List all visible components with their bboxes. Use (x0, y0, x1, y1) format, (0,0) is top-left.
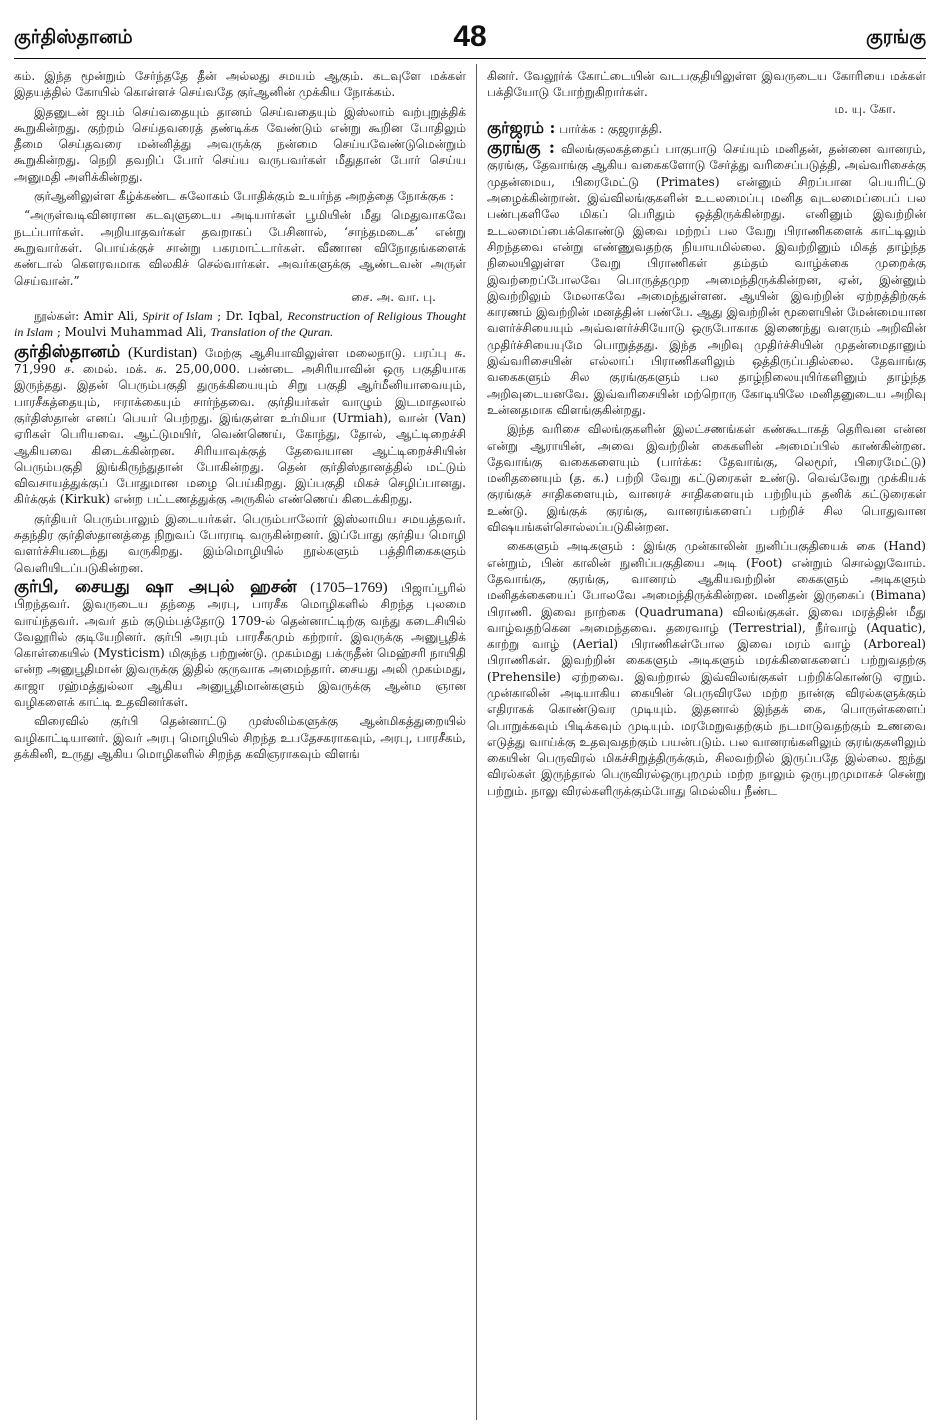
author-initials: சை. அ. வா. பு. (351, 289, 436, 304)
reference-text: ; Moulvi Muhammad Ali, (53, 325, 211, 340)
entry-headword: குர்திஸ்தானம் (14, 341, 121, 362)
paragraph: குர்ஆனிலுள்ள கீழ்க்கண்ட சுலோகம் போதிக்கும் உயர்ந்த அறத்தை நோக்குக : (34, 189, 454, 204)
reference-text: ; Dr. Iqbal, (212, 309, 288, 324)
entry-gurjaram (487, 117, 926, 137)
references (14, 308, 466, 341)
paragraph: இந்த வரிசை விலங்குகளின் இலட்சணங்கள் கண்கூடாகத் தெரிவன என்ன என்று ஆராயின், அவை இவற்றின் கைகளின் அமைப்பில் காண்கின்றன. தேவாங்கு வகைகளையும் (பார்க்க: தேவாங்கு, லெமூர், பிரைமேட்டு) மனிதனையும் (த. க.) பற்றி வேறு கட்டுரைகள் உண்டு. வெவ்வேறு முக்கியக் குரங்குச் சாதிகளையும், வானரச் சாதிகளையும் பற்றியும் தனிக் கட்டுரைகள் உண்டு. இங்குக் குரங்கு, வானரங்களைப் பற்றிச் சில பொதுவான விஷயங்கள்சொல்லப்படுகின்றன. (487, 422, 926, 535)
right-column (487, 68, 926, 1424)
paragraph: கைகளும் அடிகளும் : இங்கு முன்காலின் நுனிப்பகுதியைக் கை (Hand) என்றும், பின் காலின் நுனிப்பகுதியை அடி (Foot) என்றும் சொல்லுவோம். தேவாங்கு, குரங்கு, வானரம் ஆகியவற்றின் கைகளும் அடிகளும் மனிதக்கையைப் போலவே அமைந்திருக்கின்றன. மனிதன் இருகைப் (Bimana) பிராணி. இவை நாற்கை (Quadrumana) விலங்குகள். இவை மரத்தின் மீது வாழ்வதற்கென அமைந்தவை. தரைவாழ் (Terrestrial), நீர்வாழ் (Aquatic), காற்று வாழ் (Aerial) பிராணிகள்போல இவை மரம் வாழ் (Arboreal) பிராணிகள். இவற்றின் கைகளும் அடிகளும் மரக்கிளைகளைப் பற்றுவதற்கு (Prehensile) ஏற்றவை. இவற்றால் இவ்விலங்குகள் பற்றிக்கொண்டு ஏறும். முன்காலின் அடியாகிய கையின் பெருவிரலே மற்ற நான்கு விரல்களுக்கும் எதிராகக் கொண்டுவர முடியும். இதனால் இந்தக் கை, பொருள்களைப் பொறுக்கவும் பிடிக்கவும் முடியும். மரமேறுவதற்கும் நடமாடுவதற்கும் உணவை எடுத்து வாய்க்கு உதவுவதற்கும் பயன்படும். பல வானரங்களிலும் குரங்குகளிலும் கையின் பெருவிரல் மிகச்சிறுத்திருக்கும், சிலவற்றில் இருப்பதே இல்லை. ஐந்து விரல்கள் இருந்தால் பெருவிரல்ஒருபுறமும் மற்ற நாலும் ஒருபுறமுமாகச் சென்று பற்றும். நாலு விரல்களிருக்கும்போது மெல்லிய நீண்ட (487, 539, 926, 798)
paragraph: இதனுடன் ஜபம் செய்வதையும் தானம் செய்வதையும் இஸ்லாம் வற்புறுத்திக் கூறுகின்றது. குற்றம் செய்தவரைத் தண்டிக்க வேண்டும் என்று கூறின போதிலும் தீமை செய்தவரை மன்னித்து அவருக்கு நன்மை செய்யவேண்டுமென்றும் கூறுகின்றது. நெறி தவறிப் போர் செய்ய வருபவர்கள் மீதுதான் போர் செய்ய அனுமதி அளிக்கின்றது. (14, 104, 466, 184)
entry-headword: குர்ஜரம் : (487, 117, 556, 137)
running-head-right: குரங்கு (865, 26, 926, 48)
entry-english-term: (Kurdistan) (120, 344, 198, 361)
entry-text: பிஜாப்பூரில் பிறந்தவர். இவருடைய தந்தை அரபு, பாரசீக மொழிகளில் சிறந்த புலமை வாய்ந்தவர். அவர் தம் குடும்பத்தோடு 1709-ல் தென்னாட்டிற்கு வந்து கடைசியில் வேலூரில் குடியேறினர். குர்பி அரபும் பாரசீகமும் கற்றார். இவருக்கு அனுபூதிக் கொள்கையில் (Mysticism) மிகுந்த பற்றுண்டு. முகம்மது பக்ருதீன் மெஹ்சரி நாயிதி என்ற அனுபூதிமான் இவருக்கு இதில் குருவாக அமைந்தார். சையது அலி முகம்மது, காஜா ரஹ்மத்துல்லா ஆகிய அனுபூதிமான்களும் இவருக்கு ஆன்ம ஞான வழிகளைக் காட்டி உதவினர்கள். (14, 580, 466, 709)
entry-text: கினர். வேலூர்க் கோட்டையின் வடபகுதியிலுள்ள இவருடைய கோரியை மக்கள் பக்தியோடு போற்றுகிறார்கள். (487, 69, 926, 100)
entry-headword: குரங்கு : (487, 138, 556, 159)
page-header (14, 6, 926, 59)
author-initials: ம. யு. கோ. (834, 101, 896, 116)
reference-title: Translation of the Quran. (210, 325, 334, 340)
entry-kurdistan (14, 341, 466, 508)
paragraph: குர்தியர் பெரும்பாலும் இடையர்கள். பெரும்பாலோர் இஸ்லாமிய சமயத்தவர். சுதந்திர குர்திஸ்தானத்தை நிறுவப் போராடி வருகின்றனர். இப்போது குர்திய மொழி வளர்ச்சியடைந்து வருகிறது. இம்மொழியில் நூல்களும் பத்திரிகைகளும் வெளியிடப்படுகின்றன. (14, 511, 466, 575)
entry-years: (1705–1769) (296, 579, 388, 596)
reference-title: Spirit of Islam (142, 309, 213, 324)
entry-text: விலங்குலகத்தைப் பாகுபாடு செய்யும் மனிதன், தன்னை வானரம், குரங்கு, தேவாங்கு ஆகிய வகைகளோடு சேர்த்து வரிசைப்படுத்தி, அவ்வரிசைக்கு முதன்மைய, பிரைமேட்டு (Primates) என்னும் சிறப்பான பெயரிட்டு அழைக்கின்றான். இவ்விலங்குகளின் உடலமைப்பு மனித வுடலமைப்பைப் பல பண்புகளிலே மிகப் பெரிதும் ஒத்திருக்கின்றது. எனினும் இவற்றின் உடலமைப்பைக்கொண்டு இவை மற்றப் பல வேறு பிராணிகளைக் காட்டிலும் சிறந்தவை என்று எண்ணுவதற்கு நியாயமில்லை. இவற்றினும் மிகத் தாழ்ந்த நிலையிலுள்ள வேறு பிராணிகள் தம்தம் வாழ்க்கை முறைக்கு இவற்றைப்போலவே பொருத்தமுற அமைந்திருக்கின்றன, ஏன், இன்னும் இவற்றிலும் மேலாகவே அமைந்துள்ளன. ஆயின் இவற்றின் ஏற்றத்திற்குக் காரணம் இவற்றின் மனத்தின் பண்பே. ஆது இவற்றின் மூளையின் மேன்மையான வளர்ச்சியையும் அவ்வளர்ச்சியோடு ஒருபோகாக இணைந்து வளரும் அறிவின் முதிர்ச்சியையுமே பொறுத்தது. இந்த அறிவு முதிர்ச்சியின் முதன்மைதானும் இவ்வரிசையின் எல்லாப் பிராணிகளிலும் ஒத்திருப்பதில்லை. தேவாங்கு வகைகளும் சில குரங்குகளும் பல தாழ்நிலையுயிர்களினும் தாழ்ந்த அறிவுடையனவே. இவ்வரிசையின் மற்றொரு கோடியிலே மனிதனுடைய அறிவு உன்னதமாக விளங்குகின்றது. (487, 142, 926, 417)
entry-headword: குர்பி, சையது ஷா அபுல் ஹசன் (14, 576, 297, 597)
paragraph: கம். இந்த மூன்றும் சேர்ந்ததே தீன் அல்லது சமயம் ஆகும். கடவுளே மக்கள் இதயத்தில் கோயில் கொள்ளச் செய்வதே குர்ஆனின் முக்கிய நோக்கம். (14, 69, 466, 100)
page-number: 48 (453, 20, 487, 53)
entry-text: மேற்கு ஆசியாவிலுள்ள மலைநாடு. பரப்பு சு. 71,990 ச. மைல். மக். சு. 25,00,000. பண்டை அசிரியாவின் ஒரு பகுதியாக இருந்தது. இதன் பெரும்பகுதி துருக்கியையும் சிறு பகுதி ஆர்மீனியாவையும், பாரசீகத்தையும், ஈராக்கையும் சார்ந்தவை. குர்தியர்கள் வாழும் இடமாதலால் குர்திஸ்தான் எனப் பெயர் பெற்றது. இங்குள்ள உர்மியா (Urmiah), வான் (Van) ஏரிகள் பெரியவை. ஆட்டுமயிர், வெண்ணெய், கோந்து, தோல், ஆட்டிறைச்சி ஆகியவை கிடைக்கின்றன. சிரியாவுக்குத் தேவையான ஆட்டிறைச்சியின் பெரும்பகுதி இங்கிருந்துதான் போகின்றது. தென் குர்திஸ்தானத்தில் மட்டும் விவசாயத்துக்குப் போதுமான மழை பெய்கிறது. இப்பகுதி மிகச் செழிப்பானது. கிர்க்குக் (Kirkuk) என்ற பட்டணத்துக்கு அருகில் எண்ணெய் கிடைக்கிறது. (14, 345, 466, 507)
quotation-text: “அருள்வடிவினரான கடவுளுடைய அடியார்கள் பூமியின் மீது மெதுவாகவே நடப்பார்கள். அறியாதவர்கள் தவறாகப் பேசினால், ‘சாந்தமடைக’ என்று கூறுவார்கள். பொய்க்குச் சான்று பகரமாட்டார்கள். வீணான விநோதங்களைக் கண்டால் கௌரவமாக விலகிச் செல்வார்கள். அவர்களுக்கு ஆண்டவன் அருள் செய்வான்.” (14, 208, 466, 288)
running-head-left: குர்திஸ்தானம் (14, 26, 133, 48)
references-label: நூல்கள்: (34, 309, 80, 324)
paragraph (487, 68, 926, 117)
entry-kurangu (487, 140, 926, 418)
column-divider (476, 64, 477, 1420)
quotation (14, 207, 466, 305)
cross-reference: பார்க்க : குஜராத்தி. (555, 121, 663, 136)
reference-text: Amir Ali, (79, 309, 143, 324)
left-column (14, 68, 466, 1424)
reference-title: Reconstruction of Religious Thought in Islam (14, 309, 466, 340)
paragraph: விரைவில் குர்பி தென்னாட்டு முஸ்லிம்களுக்கு ஆன்மிகத்துறையில் வழிகாட்டியானர். இவர் அரபு மொழியில் சிறந்த உபதேசகராகவும், அரபு, பாரசீகம், தக்கினி, உருது ஆகிய மொழிகளில் சிறந்த கவிஞராகவும் விளங் (14, 714, 466, 761)
entry-kurbi (14, 576, 466, 710)
